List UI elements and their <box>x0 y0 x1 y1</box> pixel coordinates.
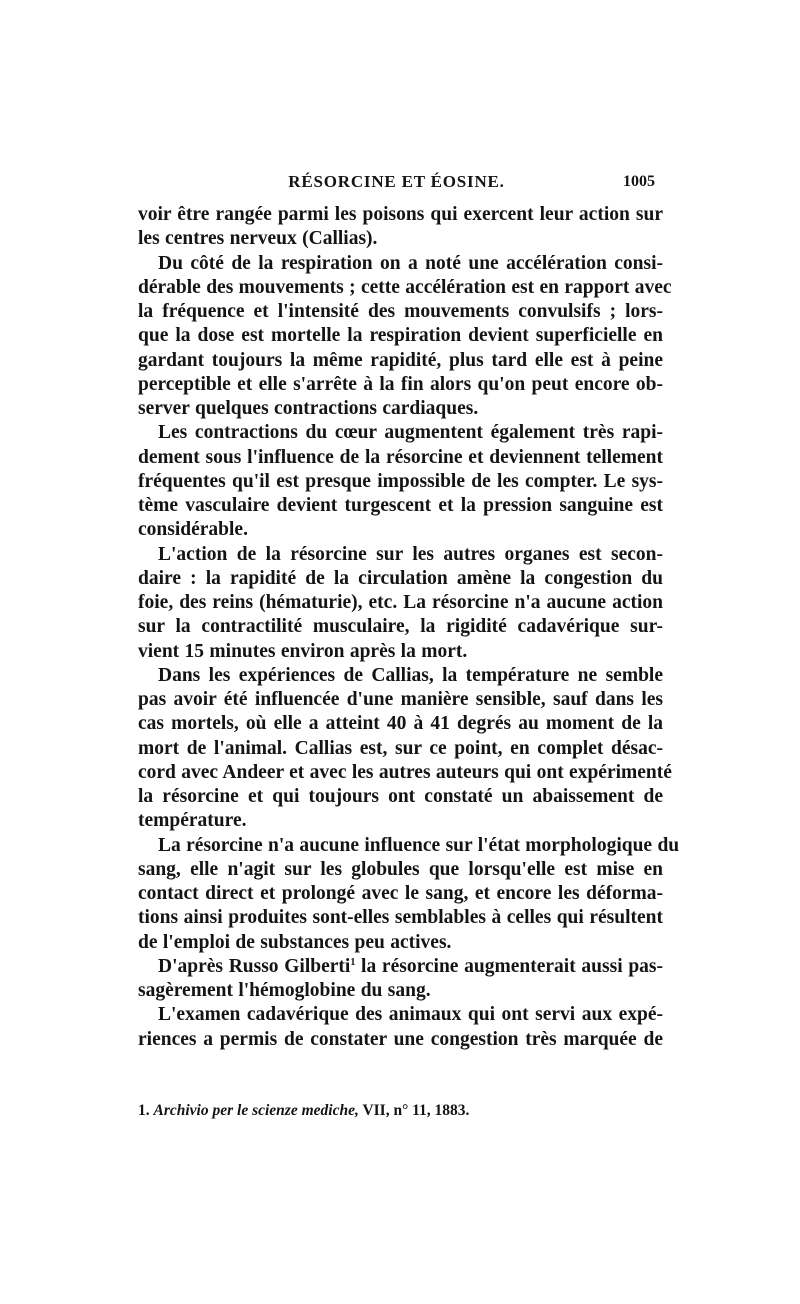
text-line: sang, elle n'agit sur les globules que lorsqu'elle est mise en <box>138 858 663 880</box>
text-line: tions ainsi produites sont-elles semblables à celles qui résultent <box>138 907 663 929</box>
text-line: mort de l'animal. Callias est, sur ce point, en complet désac- <box>138 737 663 759</box>
text-line: cord avec Andeer et avec les autres auteurs qui ont expérimenté <box>138 761 672 783</box>
text-line: sagèrement l'hémoglobine du sang. <box>138 980 431 1001</box>
text-line: dérable des mouvements ; cette accélération est en rapport avec <box>138 276 672 298</box>
text-line: température. <box>138 810 247 832</box>
text-line: perceptible et elle s'arrête à la fin alors qu'on peut encore ob- <box>138 373 663 395</box>
text-line: fréquentes qu'il est presque impossible de les compter. Le sys- <box>138 470 663 492</box>
text-fragment: la résorcine augmenterait aussi pas- <box>355 955 663 977</box>
footnote-journal: Archivio per le scienze mediche, <box>153 1102 359 1119</box>
text-line: riences a permis de constater une congestion très marquée de <box>138 1028 663 1050</box>
text-line: les centres nerveux (Callias). <box>138 228 378 250</box>
text-line: daire : la rapidité de la circulation amène la congestion du <box>138 567 663 589</box>
text-fragment: D'après Russo Gilberti <box>158 955 351 977</box>
text-line: server quelques contractions cardiaques. <box>138 398 479 419</box>
text-line: Du côté de la respiration on a noté une accélération consi- <box>158 252 663 274</box>
text-line: cas mortels, où elle a atteint 40 à 41 degrés au moment de la <box>138 713 663 735</box>
text-line: L'action de la résorcine sur les autres organes est secon- <box>158 543 663 565</box>
text-line: gardant toujours la même rapidité, plus tard elle est à peine <box>138 349 663 371</box>
text-line: voir être rangée parmi les poisons qui exercent leur action sur <box>138 204 663 225</box>
text-line: que la dose est mortelle la respiration devient superficielle en <box>138 325 663 347</box>
footnote <box>138 1102 663 1120</box>
text-line: dement sous l'influence de la résorcine et deviennent tellement <box>138 446 663 468</box>
text-line: sur la contractilité musculaire, la rigidité cadavérique sur- <box>138 616 663 638</box>
text-line: la fréquence et l'intensité des mouvements convulsifs ; lors- <box>138 301 663 322</box>
running-title: RÉSORCINE ET ÉOSINE. <box>288 172 505 191</box>
text-line <box>138 955 663 979</box>
text-line: la résorcine et qui toujours ont constaté un abaissement de <box>138 786 663 807</box>
text-line: considérable. <box>138 519 248 541</box>
footnote-details: VII, n° 11, 1883. <box>362 1102 470 1119</box>
text-line: La résorcine n'a aucune influence sur l'état morphologique du <box>158 834 680 856</box>
text-line: pas avoir été influencée d'une manière sensible, sauf dans les <box>138 689 663 710</box>
body-text <box>138 203 680 1052</box>
text-line: foie, des reins (hématurie), etc. La résorcine n'a aucune action <box>138 592 663 613</box>
text-line: de l'emploi de substances peu actives. <box>138 931 452 953</box>
text-line: tème vasculaire devient turgescent et la pression sanguine est <box>138 495 663 516</box>
text-line: Dans les expériences de Callias, la température ne semble <box>158 664 663 686</box>
text-line: contact direct et prolongé avec le sang, et encore les déforma- <box>138 883 663 904</box>
text-line: L'examen cadavérique des animaux qui ont servi aux expé- <box>158 1004 663 1026</box>
text-line: vient 15 minutes environ après la mort. <box>138 640 468 662</box>
running-head <box>138 172 655 198</box>
footnote-number: 1. <box>138 1102 150 1119</box>
text-line: Les contractions du cœur augmentent également très rapi- <box>158 422 663 444</box>
page-number: 1005 <box>623 173 655 190</box>
footnote-reference: 1 <box>350 956 356 968</box>
